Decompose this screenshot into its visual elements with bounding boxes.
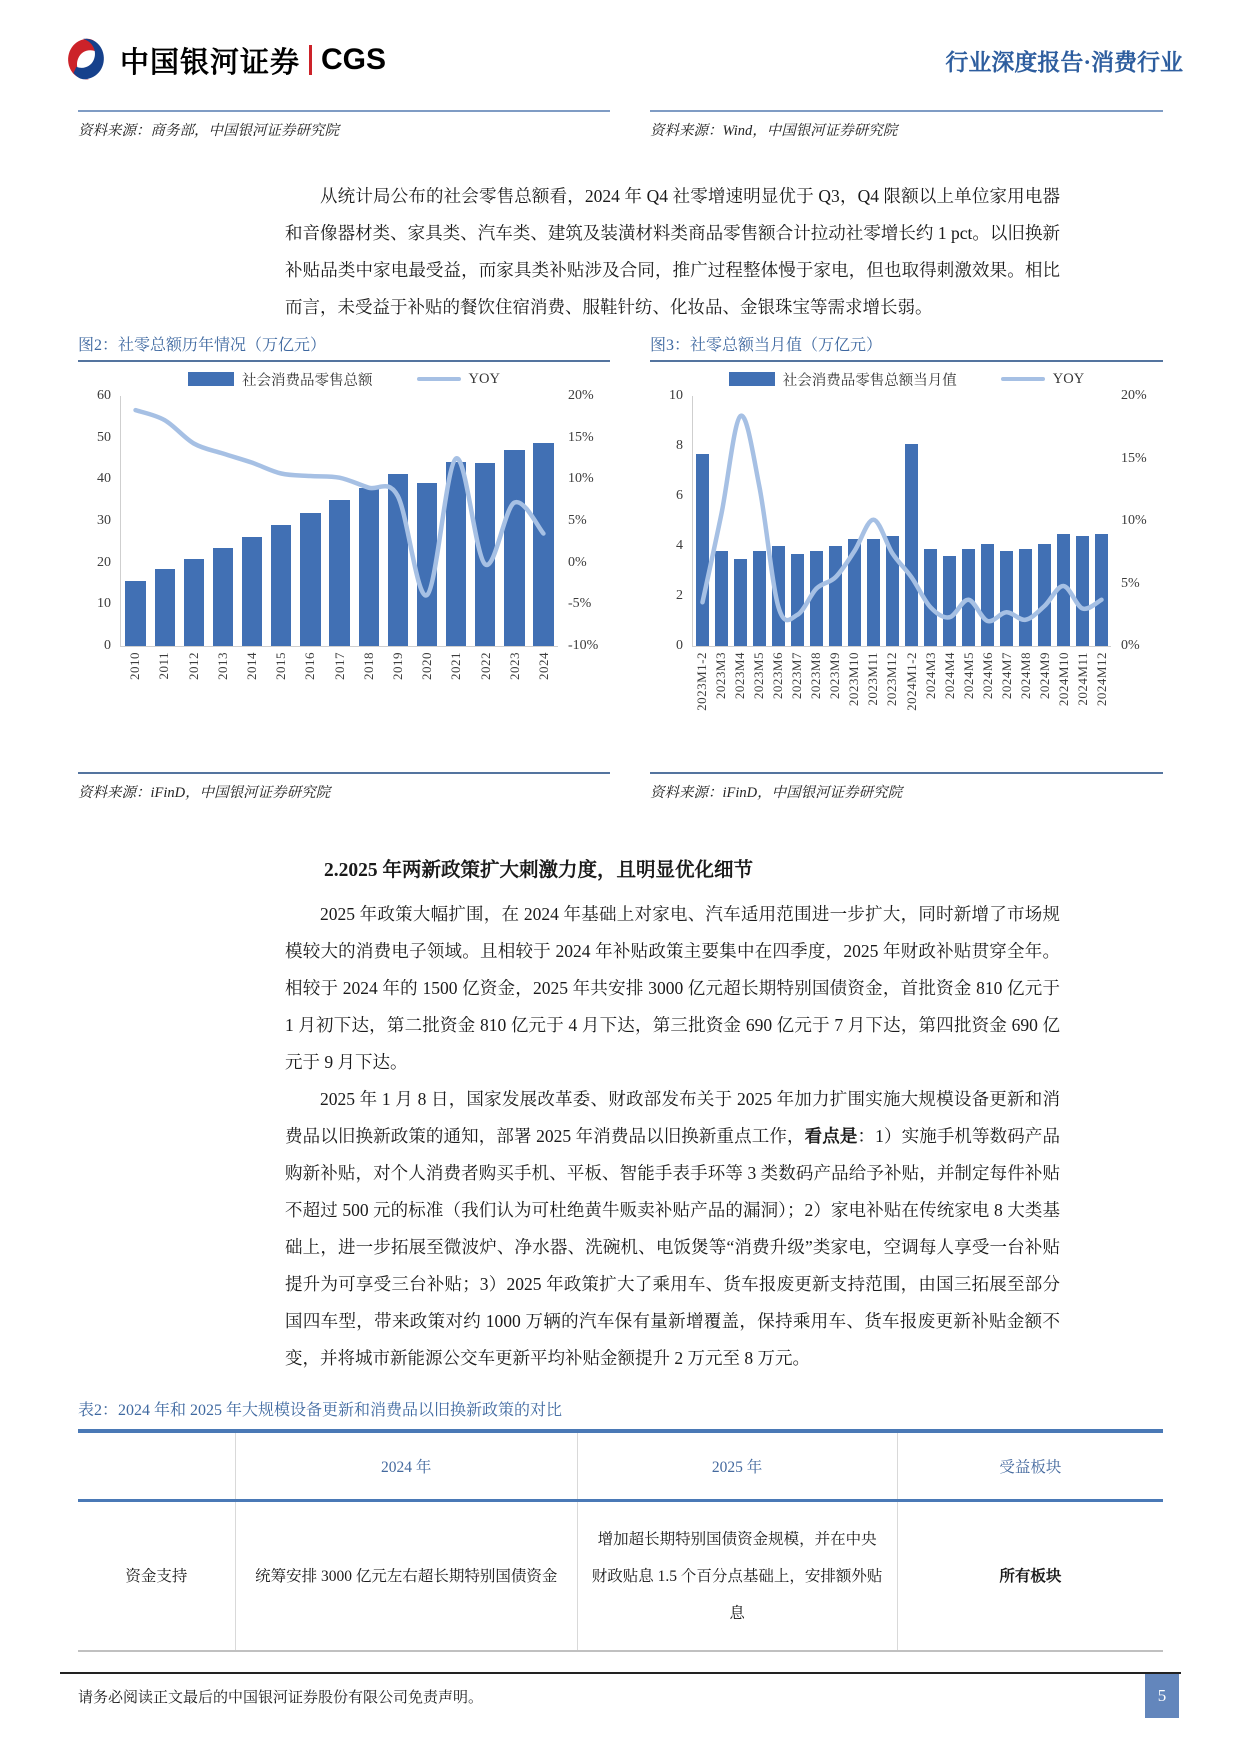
right-y-axis	[1111, 388, 1163, 653]
body-paragraph-2: 2025 年政策大幅扩围，在 2024 年基础上对家电、汽车适用范围进一步扩大，同时新增了市场规模较大的消费电子领域。且相较于 2024 年补贴政策主要集中在四季度，2025 年财政补贴贯穿全年。相较于 2024 年的 1500 亿资金，2025 年共安排 3000 亿元超长期特别国债资金，首批资金 810 亿元于 1 月初下达，第二批资金 810 亿元于 4 月下达，第三批资金 690 亿元于 7 月下达，第四批资金 690 亿元于 9 月下达。	[285, 904, 1060, 1072]
legend-label: 社会消费品零售总额当月值	[782, 372, 957, 389]
chart-area	[78, 388, 610, 764]
figure-row	[78, 332, 1163, 802]
y-axis-tick: -10%	[568, 638, 599, 653]
y-axis-tick: 0%	[568, 554, 587, 570]
brand-abbreviation: CGS	[321, 43, 387, 76]
page-footer	[60, 1672, 1181, 1707]
figure-3	[650, 332, 1163, 802]
figure-source-strip	[78, 772, 610, 802]
x-axis-label-slot	[863, 652, 882, 764]
figure-title: 图3：社零总额当月值（万亿元）	[650, 332, 1163, 362]
table-title: 表2：2024 年和 2025 年大规模设备更新和消费品以旧换新政策的对比	[78, 1402, 563, 1419]
x-axis-label-slot	[921, 652, 940, 764]
x-axis-label: 2023M12	[884, 652, 900, 707]
x-axis-label-slot	[902, 652, 921, 764]
legend-label: YOY	[1052, 370, 1085, 387]
table-row	[78, 1501, 1163, 1652]
x-axis-label: 2022	[477, 652, 493, 680]
x-axis-label-slot	[120, 652, 149, 764]
x-axis-label-slot	[1054, 652, 1073, 764]
x-axis-label: 2023M8	[808, 652, 824, 700]
x-axis-label-slot	[149, 652, 178, 764]
y-axis-tick: 0	[676, 638, 683, 653]
y-axis-tick: 10	[97, 596, 111, 612]
x-axis-label-slot	[844, 652, 863, 764]
legend-label: 社会消费品零售总额	[242, 372, 373, 389]
x-axis-label: 2012	[185, 652, 201, 680]
yoy-line	[693, 396, 1111, 646]
header-logo	[62, 36, 386, 84]
right-y-axis	[558, 388, 610, 653]
table-header-cell: 受益板块	[897, 1431, 1163, 1501]
y-axis-tick: 4	[676, 538, 683, 553]
x-axis-label-slot	[470, 652, 499, 764]
x-axis-label: 2023M5	[751, 652, 767, 700]
left-y-axis	[650, 388, 692, 653]
x-axis-label: 2024M6	[979, 652, 995, 700]
y-axis-tick: 60	[97, 388, 111, 403]
policy-table-block	[78, 1397, 1163, 1652]
x-axis-label: 2023M11	[865, 652, 881, 706]
x-axis-label-slot	[711, 652, 730, 764]
x-axis-label-slot	[295, 652, 324, 764]
x-axis-label-slot	[1092, 652, 1111, 764]
y-axis-tick: 50	[97, 429, 111, 445]
y-axis-tick: 5%	[568, 513, 587, 528]
x-axis-label: 2017	[331, 652, 347, 680]
chart-area	[650, 388, 1163, 764]
left-y-axis	[78, 388, 120, 653]
x-axis-label: 2024M1-2	[903, 652, 919, 711]
yoy-line	[121, 396, 558, 646]
x-axis-label-slot	[1016, 652, 1035, 764]
x-axis-label-slot	[768, 652, 787, 764]
x-axis-label: 2023M4	[732, 652, 748, 700]
y-axis-tick: 10%	[568, 471, 594, 487]
x-axis-label-slot	[997, 652, 1016, 764]
page-header	[0, 0, 1241, 84]
table-header-cell: 2025 年	[577, 1431, 897, 1501]
x-axis-label: 2010	[127, 652, 143, 680]
x-axis-label-slot	[882, 652, 901, 764]
legend-bar-swatch	[188, 372, 234, 386]
y-axis-tick: 15%	[1121, 450, 1147, 466]
x-axis-label: 2024M3	[922, 652, 938, 700]
x-axis-label: 2013	[214, 652, 230, 680]
y-axis-tick: 2	[676, 588, 683, 603]
x-axis-label: 2023M7	[789, 652, 805, 700]
x-axis-label: 2024M8	[1017, 652, 1033, 700]
company-name: 中国银河证券	[120, 46, 301, 79]
legend-line-swatch	[417, 377, 461, 381]
body-paragraph-3: 2025 年 1 月 8 日，国家发展改革委、财政部发布关于 2025 年加力扩围实施大规模设备更新和消费品以旧换新政策的通知，部署 2025 年消费品以旧换新重点工作，看点是：1）实施手机等数码产品购新补贴，对个人消费者购买手机、平板、智能手表手环等 3 类数码产品给予补贴，并制定每件补贴不超过 500 元的标准（我们认为可杜绝黄牛贩卖补贴产品的漏洞）；2）家电补贴在传统家电 8 大类基础上，进一步拓展至微波炉、净水器、洗碗机、电饭煲等“消费升级”类家电，空调每人享受一台补贴提升为可享受三台补贴；3）2025 年政策扩大了乘用车、货车报废更新支持范围，由国三拓展至部分国四车型，带来政策对约 1000 万辆的汽车保有量新增覆盖，保持乘用车、货车报废更新补贴金额不变，并将城市新能源公交车更新平均补贴金额提升 2 万元至 8 万元。	[285, 1089, 1061, 1368]
x-axis-label: 2014	[243, 652, 259, 680]
galaxy-logo-icon	[62, 36, 110, 84]
x-axis-label-slot	[237, 652, 266, 764]
source-note: 资料来源：商务部，中国银河证券研究院	[78, 123, 339, 139]
x-axis-label-slot	[266, 652, 295, 764]
x-axis-label-slot	[730, 652, 749, 764]
source-note: 资料来源：Wind，中国银河证券研究院	[650, 123, 898, 139]
x-axis-label: 2023M6	[770, 652, 786, 700]
y-axis-tick: 0%	[1121, 638, 1140, 653]
x-axis-label: 2023M3	[713, 652, 729, 700]
plot-area	[692, 396, 1111, 647]
figure-2	[78, 332, 610, 802]
table-header-cell	[78, 1431, 235, 1501]
report-type-label: 行业深度报告·消费行业	[945, 49, 1183, 75]
table-header-cell: 2024 年	[235, 1431, 577, 1501]
x-axis-label-slot	[1073, 652, 1092, 764]
table-cell-2024: 统筹安排 3000 亿元左右超长期特别国债资金	[235, 1501, 577, 1652]
source-note: 资料来源：iFinD，中国银河证券研究院	[650, 785, 903, 801]
x-axis-label-slot	[178, 652, 207, 764]
x-axis-label: 2020	[419, 652, 435, 680]
x-axis-label-slot	[1035, 652, 1054, 764]
x-axis-label: 2018	[360, 652, 376, 680]
source-strip-left	[78, 110, 610, 140]
x-axis-label: 2024M7	[998, 652, 1014, 700]
logo-divider	[309, 45, 312, 75]
x-axis-label: 2024M12	[1094, 652, 1109, 707]
x-axis-label: 2019	[389, 652, 405, 680]
x-axis-label-slot	[978, 652, 997, 764]
x-axis-label: 2015	[273, 652, 289, 680]
x-axis-label: 2024M11	[1074, 652, 1090, 706]
y-axis-tick: 40	[97, 471, 111, 487]
x-axis-label-slot	[529, 652, 558, 764]
x-axis-label-slot	[806, 652, 825, 764]
source-note: 资料来源：iFinD，中国银河证券研究院	[78, 785, 331, 801]
x-axis-label-slot	[412, 652, 441, 764]
x-axis-label: 2016	[302, 652, 318, 680]
x-axis-labels	[120, 652, 558, 764]
x-axis-label-slot	[441, 652, 470, 764]
x-axis-label-slot	[324, 652, 353, 764]
page-number: 5	[1145, 1674, 1179, 1718]
plot-area	[120, 396, 558, 647]
x-axis-label: 2023M10	[846, 652, 862, 707]
y-axis-tick: 20	[97, 554, 111, 570]
x-axis-label: 2023	[506, 652, 522, 680]
y-axis-tick: 15%	[568, 429, 594, 445]
legend-line-swatch	[1001, 377, 1045, 381]
x-axis-label: 2024M9	[1036, 652, 1052, 700]
y-axis-tick: -5%	[568, 596, 592, 612]
table-header-row	[78, 1431, 1163, 1501]
figure-title: 图2：社零总额历年情况（万亿元）	[78, 332, 610, 362]
top-source-row	[78, 110, 1163, 140]
x-axis-label-slot	[692, 652, 711, 764]
x-axis-label-slot	[959, 652, 978, 764]
x-axis-label: 2024M4	[941, 652, 957, 700]
x-axis-label-slot	[208, 652, 237, 764]
x-axis-label-slot	[749, 652, 768, 764]
table-cell-2025: 增加超长期特别国债资金规模，并在中央财政贴息 1.5 个百分点基础上，安排额外贴息	[577, 1501, 897, 1652]
y-axis-tick: 10%	[1121, 513, 1147, 528]
y-axis-tick: 8	[676, 438, 683, 453]
y-axis-tick: 5%	[1121, 575, 1140, 591]
x-axis-label: 2011	[156, 652, 172, 680]
legend-bar-swatch	[729, 372, 775, 386]
x-axis-label-slot	[500, 652, 529, 764]
chart-legend	[650, 364, 1163, 394]
x-axis-label: 2023M1-2	[694, 652, 710, 711]
y-axis-tick: 20%	[568, 388, 594, 403]
figure-source-strip	[650, 772, 1163, 802]
legend-label: YOY	[468, 370, 500, 387]
x-axis-label: 2021	[448, 652, 464, 680]
x-axis-label-slot	[383, 652, 412, 764]
table-cell-label: 资金支持	[78, 1501, 235, 1652]
x-axis-label: 2024M10	[1055, 652, 1071, 707]
x-axis-label-slot	[940, 652, 959, 764]
x-axis-labels	[692, 652, 1111, 764]
policy-comparison-table	[78, 1429, 1163, 1652]
footer-disclaimer: 请务必阅读正文最后的中国银河证券股份有限公司免责声明。	[78, 1690, 484, 1706]
y-axis-tick: 6	[676, 488, 683, 503]
x-axis-label-slot	[354, 652, 383, 764]
chart-legend	[78, 364, 610, 394]
body-paragraph-1: 从统计局公布的社会零售总额看，2024 年 Q4 社零增速明显优于 Q3，Q4 限额以上单位家用电器和音像器材类、家具类、汽车类、建筑及装潢材料类商品零售额合计拉动社零增长约 1 pct。以旧换新补贴品类中家电最受益，而家具类补贴涉及合同，推广过程整体慢于家电，但也取得刺激效果。相比而言，未受益于补贴的餐饮住宿消费、服鞋针纺、化妆品、金银珠宝等需求增长弱。	[285, 186, 1060, 317]
x-axis-label-slot	[787, 652, 806, 764]
x-axis-label-slot	[825, 652, 844, 764]
section-heading: 2.2025 年两新政策扩大刺激力度，且明显优化细节	[324, 860, 754, 881]
x-axis-label: 2023M9	[827, 652, 843, 700]
y-axis-tick: 20%	[1121, 388, 1147, 403]
y-axis-tick: 0	[104, 638, 111, 653]
x-axis-label: 2024	[535, 652, 551, 680]
table-cell-benefit: 所有板块	[897, 1501, 1163, 1652]
y-axis-tick: 10	[669, 388, 683, 403]
source-strip-right	[650, 110, 1163, 140]
y-axis-tick: 30	[97, 513, 111, 528]
x-axis-label: 2024M5	[960, 652, 976, 700]
